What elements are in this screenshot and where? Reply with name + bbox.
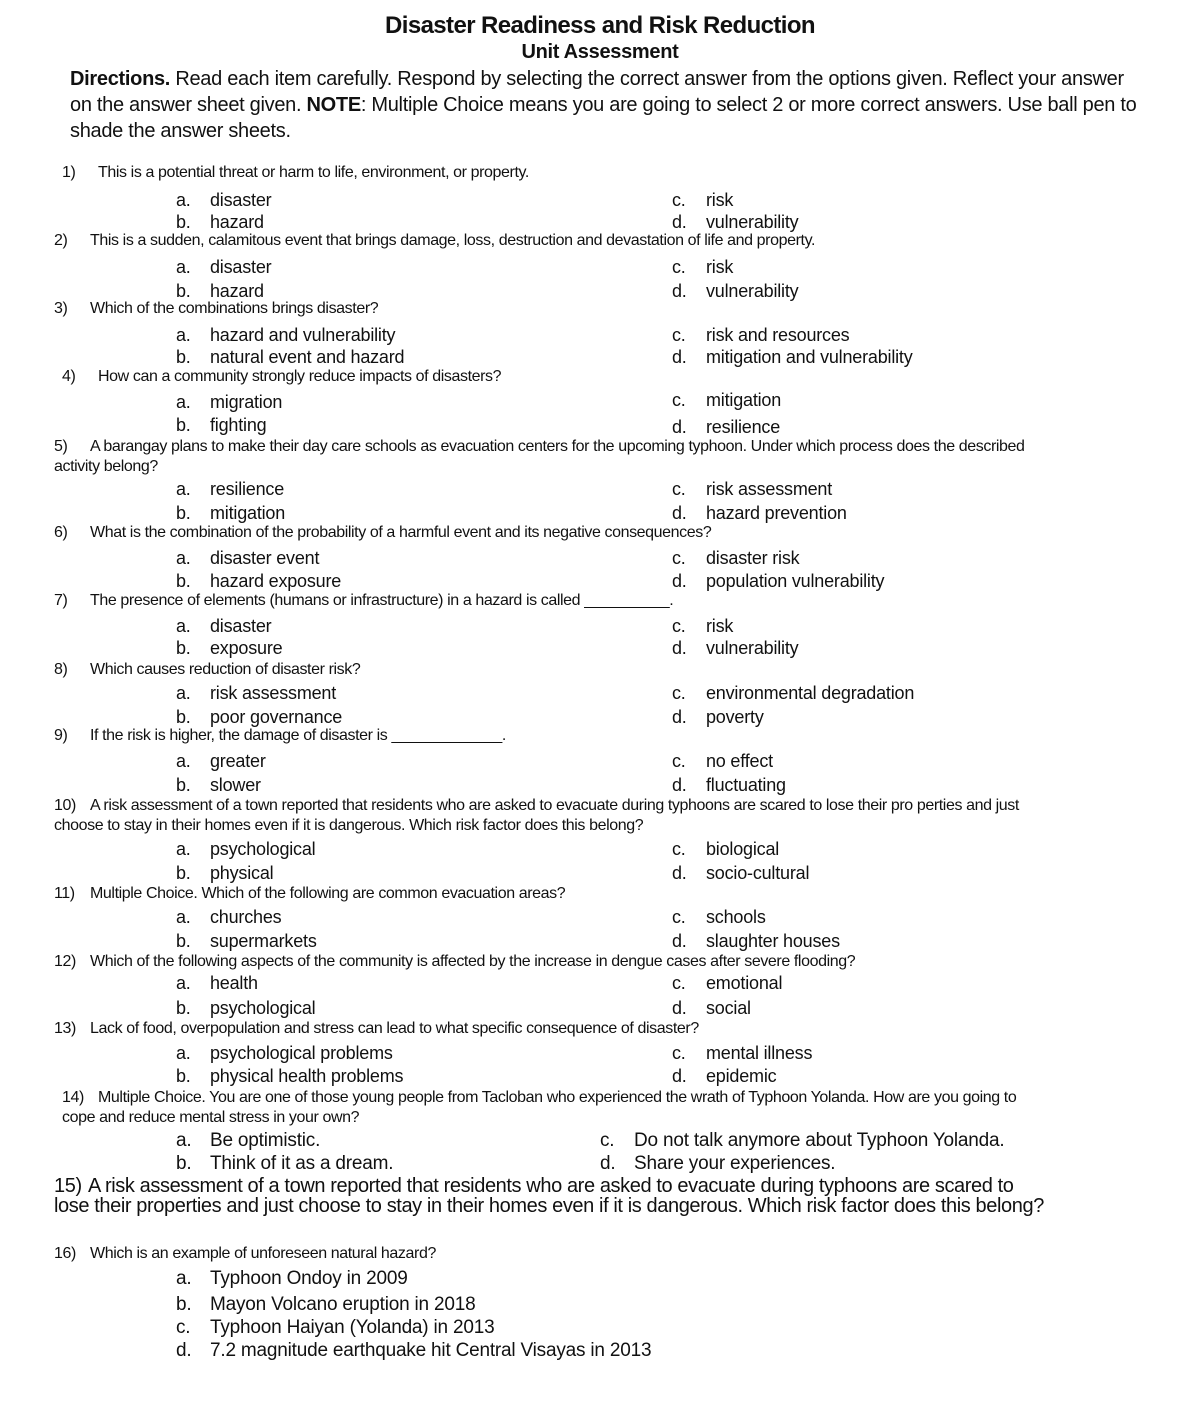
answer-option[interactable] xyxy=(176,392,282,413)
option-text: vulnerability xyxy=(706,638,799,658)
answer-option[interactable] xyxy=(176,281,264,302)
option-letter: d. xyxy=(672,998,687,1018)
option-letter: b. xyxy=(176,998,191,1018)
option-text: schools xyxy=(706,907,766,927)
option-letter: c. xyxy=(672,839,686,859)
option-letter: c. xyxy=(672,1043,686,1063)
answer-option[interactable] xyxy=(176,907,281,928)
option-text: physical xyxy=(210,863,274,883)
option-letter: b. xyxy=(176,347,191,367)
option-text: socio-cultural xyxy=(706,863,810,883)
option-letter: a. xyxy=(176,1130,192,1151)
option-text: resilience xyxy=(210,479,285,499)
answer-option[interactable] xyxy=(176,548,319,569)
question-number: 3) xyxy=(54,300,68,317)
option-letter: b. xyxy=(176,415,191,435)
question-text: This is a sudden, calamitous event that brings damage, loss, destruction and devastation of life and property. xyxy=(90,232,816,249)
option-letter: d. xyxy=(176,1340,192,1361)
option-text: supermarkets xyxy=(210,931,317,951)
answer-option[interactable] xyxy=(672,479,832,500)
question-number: 10) xyxy=(54,797,76,814)
question-5 xyxy=(54,437,1034,477)
option-letter: c. xyxy=(672,479,686,499)
option-letter: a. xyxy=(176,973,191,993)
answer-option[interactable] xyxy=(672,839,779,860)
answer-option[interactable] xyxy=(600,1153,835,1175)
option-text: environmental degradation xyxy=(706,683,915,703)
option-text: Mayon Volcano eruption in 2018 xyxy=(210,1294,476,1315)
option-text: hazard xyxy=(210,281,264,301)
option-text: risk xyxy=(706,257,734,277)
option-letter: c. xyxy=(672,616,686,636)
option-text: hazard and vulnerability xyxy=(210,325,396,345)
option-text: disaster xyxy=(210,190,272,210)
answer-option[interactable] xyxy=(176,707,342,728)
answer-option[interactable] xyxy=(672,325,849,346)
option-letter: d. xyxy=(672,775,687,795)
answer-option[interactable] xyxy=(176,638,282,659)
option-text: risk xyxy=(706,616,734,636)
question-number: 6) xyxy=(54,524,68,541)
option-letter: d. xyxy=(672,931,687,951)
option-text: emotional xyxy=(706,973,783,993)
option-text: social xyxy=(706,998,751,1018)
option-letter: d. xyxy=(672,1066,687,1086)
option-text: hazard prevention xyxy=(706,503,847,523)
answer-option[interactable] xyxy=(176,683,336,704)
option-letter: c. xyxy=(672,390,686,410)
answer-option[interactable] xyxy=(176,325,395,346)
option-text: Share your experiences. xyxy=(634,1153,836,1174)
option-text: mitigation xyxy=(706,390,782,410)
answer-option[interactable] xyxy=(672,616,733,637)
option-text: mitigation and vulnerability xyxy=(706,347,913,367)
option-letter: b. xyxy=(176,212,191,232)
answer-option[interactable] xyxy=(672,707,764,728)
question-text: How can a community strongly reduce impacts of disasters? xyxy=(98,368,502,385)
question-8 xyxy=(54,661,360,679)
answer-option[interactable] xyxy=(176,190,271,211)
option-text: hazard xyxy=(210,212,264,232)
answer-option[interactable] xyxy=(176,973,258,994)
option-letter: a. xyxy=(176,548,191,568)
question-number: 2) xyxy=(54,232,68,249)
answer-option[interactable] xyxy=(672,998,751,1019)
option-text: psychological xyxy=(210,839,316,859)
option-letter: d. xyxy=(672,707,687,727)
question-12 xyxy=(54,953,855,971)
answer-option[interactable] xyxy=(176,503,285,524)
option-text: disaster xyxy=(210,257,272,277)
option-letter: c. xyxy=(672,257,686,277)
option-letter: d. xyxy=(672,571,687,591)
option-text: fluctuating xyxy=(706,775,786,795)
question-text: This is a potential threat or harm to life, environment, or property. xyxy=(98,164,529,181)
answer-option[interactable] xyxy=(672,751,773,772)
answer-option[interactable] xyxy=(176,257,271,278)
option-letter: c. xyxy=(672,751,686,771)
option-letter: a. xyxy=(176,479,191,499)
option-text: vulnerability xyxy=(706,281,799,301)
question-16 xyxy=(54,1245,436,1263)
option-text: disaster xyxy=(210,616,272,636)
option-text: poverty xyxy=(706,707,764,727)
option-text: vulnerability xyxy=(706,212,799,232)
question-text: Which is an example of unforeseen natural hazard? xyxy=(90,1245,436,1262)
option-text: disaster risk xyxy=(706,548,800,568)
option-text: poor governance xyxy=(210,707,343,727)
option-text: mitigation xyxy=(210,503,286,523)
answer-option[interactable] xyxy=(176,931,317,952)
option-letter: a. xyxy=(176,907,191,927)
answer-option[interactable] xyxy=(672,931,840,952)
option-text: physical health problems xyxy=(210,1066,404,1086)
question-number: 4) xyxy=(62,368,76,385)
option-text: Think of it as a dream. xyxy=(210,1153,394,1174)
answer-option[interactable] xyxy=(176,775,261,796)
option-letter: a. xyxy=(176,325,191,345)
question-number: 5) xyxy=(54,438,68,455)
question-13 xyxy=(54,1020,699,1038)
answer-option[interactable] xyxy=(176,571,341,592)
option-text: 7.2 magnitude earthquake hit Central Visayas in 2013 xyxy=(210,1340,652,1361)
answer-option[interactable] xyxy=(672,257,733,278)
option-letter: a. xyxy=(176,190,191,210)
question-text: Which causes reduction of disaster risk? xyxy=(90,661,361,678)
question-7 xyxy=(54,592,673,610)
question-11 xyxy=(54,885,565,903)
answer-option[interactable] xyxy=(672,417,780,438)
question-6 xyxy=(54,524,711,542)
option-text: no effect xyxy=(706,751,773,771)
option-letter: a. xyxy=(176,1268,192,1289)
answer-option[interactable] xyxy=(176,863,273,884)
option-text: health xyxy=(210,973,258,993)
answer-option[interactable] xyxy=(600,1130,1004,1152)
option-text: psychological xyxy=(210,998,316,1018)
option-text: risk assessment xyxy=(706,479,833,499)
answer-option[interactable] xyxy=(176,1153,393,1175)
question-number: 8) xyxy=(54,661,68,678)
answer-option[interactable] xyxy=(672,212,798,233)
option-text: population vulnerability xyxy=(706,571,885,591)
answer-option[interactable] xyxy=(176,751,266,772)
option-letter: d. xyxy=(672,417,687,437)
option-text: Typhoon Ondoy in 2009 xyxy=(210,1268,408,1289)
answer-option[interactable] xyxy=(672,1043,812,1064)
question-number: 13) xyxy=(54,1020,76,1037)
answer-option[interactable] xyxy=(672,638,798,659)
answer-option[interactable] xyxy=(176,1066,403,1087)
option-letter: c. xyxy=(672,325,686,345)
option-letter: c. xyxy=(672,973,686,993)
option-text: Be optimistic. xyxy=(210,1130,321,1151)
answer-option[interactable] xyxy=(672,1066,776,1087)
option-text: slaughter houses xyxy=(706,931,840,951)
answer-option[interactable] xyxy=(176,212,264,233)
option-letter: d. xyxy=(672,281,687,301)
question-text: Multiple Choice. You are one of those young people from Tacloban who experienced the wrath of Typhoon Yolanda. How are you going to cope and reduce mental stress in your own? xyxy=(62,1089,1017,1126)
answer-option[interactable] xyxy=(672,281,798,302)
option-letter: a. xyxy=(176,839,191,859)
question-text: Which of the combinations brings disaster? xyxy=(90,300,379,317)
page-title: Disaster Readiness and Risk Reduction xyxy=(385,12,815,39)
option-text: Do not talk anymore about Typhoon Yolanda. xyxy=(634,1130,1005,1151)
option-letter: d. xyxy=(672,212,687,232)
option-letter: a. xyxy=(176,1043,191,1063)
option-letter: c. xyxy=(672,190,686,210)
question-text: The presence of elements (humans or infrastructure) in a hazard is called __________. xyxy=(90,592,674,609)
question-text: A risk assessment of a town reported that residents who are asked to evacuate during typhoons are scared to lose their pro perties and just choose to stay in their homes even if it is dangerous. Which risk factor does this belong? xyxy=(54,797,1019,834)
question-number: 9) xyxy=(54,727,68,744)
question-number: 14) xyxy=(62,1089,84,1106)
directions-text: Read each item carefully. Respond by selecting the correct answer from the options given. Reflect your answer on the answer sheet given. xyxy=(70,68,1124,116)
answer-option[interactable] xyxy=(176,1130,320,1152)
option-letter: b. xyxy=(176,863,191,883)
answer-option[interactable] xyxy=(176,1043,393,1064)
option-text: psychological problems xyxy=(210,1043,393,1063)
option-text: slower xyxy=(210,775,261,795)
question-number: 11) xyxy=(54,885,75,902)
answer-option[interactable] xyxy=(176,839,315,860)
option-letter: c. xyxy=(672,548,686,568)
answer-option[interactable] xyxy=(672,503,847,524)
option-letter: d. xyxy=(672,503,687,523)
answer-option[interactable] xyxy=(176,1268,408,1290)
option-letter: c. xyxy=(600,1130,615,1151)
answer-option[interactable] xyxy=(672,347,913,368)
question-14 xyxy=(62,1088,1052,1128)
option-text: fighting xyxy=(210,415,267,435)
option-letter: a. xyxy=(176,392,191,412)
page-subtitle: Unit Assessment xyxy=(521,41,679,63)
option-letter: a. xyxy=(176,683,191,703)
question-10 xyxy=(54,796,1064,836)
question-2 xyxy=(54,232,815,250)
question-number: 16) xyxy=(54,1245,76,1262)
question-text: A risk assessment of a town reported that residents who are asked to evacuate during typhoons are scared to lose their properties and just choose to stay in their homes even if it is dangerous. Which risk factor does this belong? xyxy=(54,1175,1044,1217)
option-letter: b. xyxy=(176,1153,192,1174)
question-1 xyxy=(62,164,529,182)
option-letter: a. xyxy=(176,616,191,636)
answer-option[interactable] xyxy=(176,1294,475,1316)
option-text: biological xyxy=(706,839,780,859)
answer-option[interactable] xyxy=(176,479,284,500)
option-letter: b. xyxy=(176,1294,192,1315)
option-letter: b. xyxy=(176,775,191,795)
question-number: 1) xyxy=(62,164,76,181)
answer-option[interactable] xyxy=(672,190,733,211)
answer-option[interactable] xyxy=(176,415,266,436)
option-letter: d. xyxy=(672,638,687,658)
option-text: migration xyxy=(210,392,283,412)
answer-option[interactable] xyxy=(672,863,809,884)
option-letter: d. xyxy=(672,347,687,367)
answer-option[interactable] xyxy=(672,907,766,928)
option-letter: b. xyxy=(176,571,191,591)
answer-option[interactable] xyxy=(672,775,786,796)
answer-option[interactable] xyxy=(672,571,884,592)
option-letter: b. xyxy=(176,707,191,727)
question-text: A barangay plans to make their day care schools as evacuation centers for the upcoming typhoon. Under which process does the described activity belong? xyxy=(54,438,1025,475)
question-text: What is the combination of the probability of a harmful event and its negative consequences? xyxy=(90,524,712,541)
question-4 xyxy=(62,368,501,386)
option-text: risk assessment xyxy=(210,683,337,703)
question-number: 12) xyxy=(54,953,76,970)
option-text: disaster event xyxy=(210,548,320,568)
note-label: NOTE xyxy=(306,94,361,116)
answer-option[interactable] xyxy=(176,347,404,368)
answer-option[interactable] xyxy=(176,1340,651,1362)
option-letter: b. xyxy=(176,931,191,951)
question-text: Which of the following aspects of the community is affected by the increase in dengue cases after severe flooding? xyxy=(90,953,856,970)
option-text: risk and resources xyxy=(706,325,850,345)
answer-option[interactable] xyxy=(672,548,799,569)
option-text: churches xyxy=(210,907,282,927)
option-text: epidemic xyxy=(706,1066,777,1086)
option-text: natural event and hazard xyxy=(210,347,405,367)
option-letter: b. xyxy=(176,503,191,523)
option-letter: c. xyxy=(672,683,686,703)
option-letter: c. xyxy=(672,907,686,927)
directions-note-text: : Multiple Choice means you are going to select 2 or more correct answers. Use ball pen to shade the answer sheets. xyxy=(70,94,1137,142)
answer-option[interactable] xyxy=(672,973,782,994)
question-number: 15) xyxy=(54,1175,82,1197)
answer-option[interactable] xyxy=(176,998,315,1019)
question-text: If the risk is higher, the damage of disaster is _____________. xyxy=(90,727,506,744)
directions-paragraph xyxy=(70,66,1150,144)
option-text: greater xyxy=(210,751,266,771)
option-text: mental illness xyxy=(706,1043,813,1063)
question-15 xyxy=(54,1176,1044,1216)
question-3 xyxy=(54,300,378,318)
question-text: Multiple Choice. Which of the following are common evacuation areas? xyxy=(90,885,566,902)
option-letter: c. xyxy=(176,1317,191,1338)
option-letter: d. xyxy=(600,1153,616,1174)
question-text: Lack of food, overpopulation and stress can lead to what specific consequence of disaster? xyxy=(90,1020,699,1037)
answer-option[interactable] xyxy=(672,390,781,411)
option-letter: a. xyxy=(176,751,191,771)
option-letter: b. xyxy=(176,1066,191,1086)
answer-option[interactable] xyxy=(176,1317,494,1339)
option-text: resilience xyxy=(706,417,781,437)
option-letter: b. xyxy=(176,638,191,658)
answer-option[interactable] xyxy=(176,616,271,637)
directions-label: Directions. xyxy=(70,68,171,90)
option-letter: d. xyxy=(672,863,687,883)
option-text: hazard exposure xyxy=(210,571,342,591)
option-text: Typhoon Haiyan (Yolanda) in 2013 xyxy=(210,1317,495,1338)
option-letter: a. xyxy=(176,257,191,277)
answer-option[interactable] xyxy=(672,683,914,704)
question-9 xyxy=(54,727,506,745)
option-letter: b. xyxy=(176,281,191,301)
question-number: 7) xyxy=(54,592,68,609)
option-text: exposure xyxy=(210,638,283,658)
option-text: risk xyxy=(706,190,734,210)
